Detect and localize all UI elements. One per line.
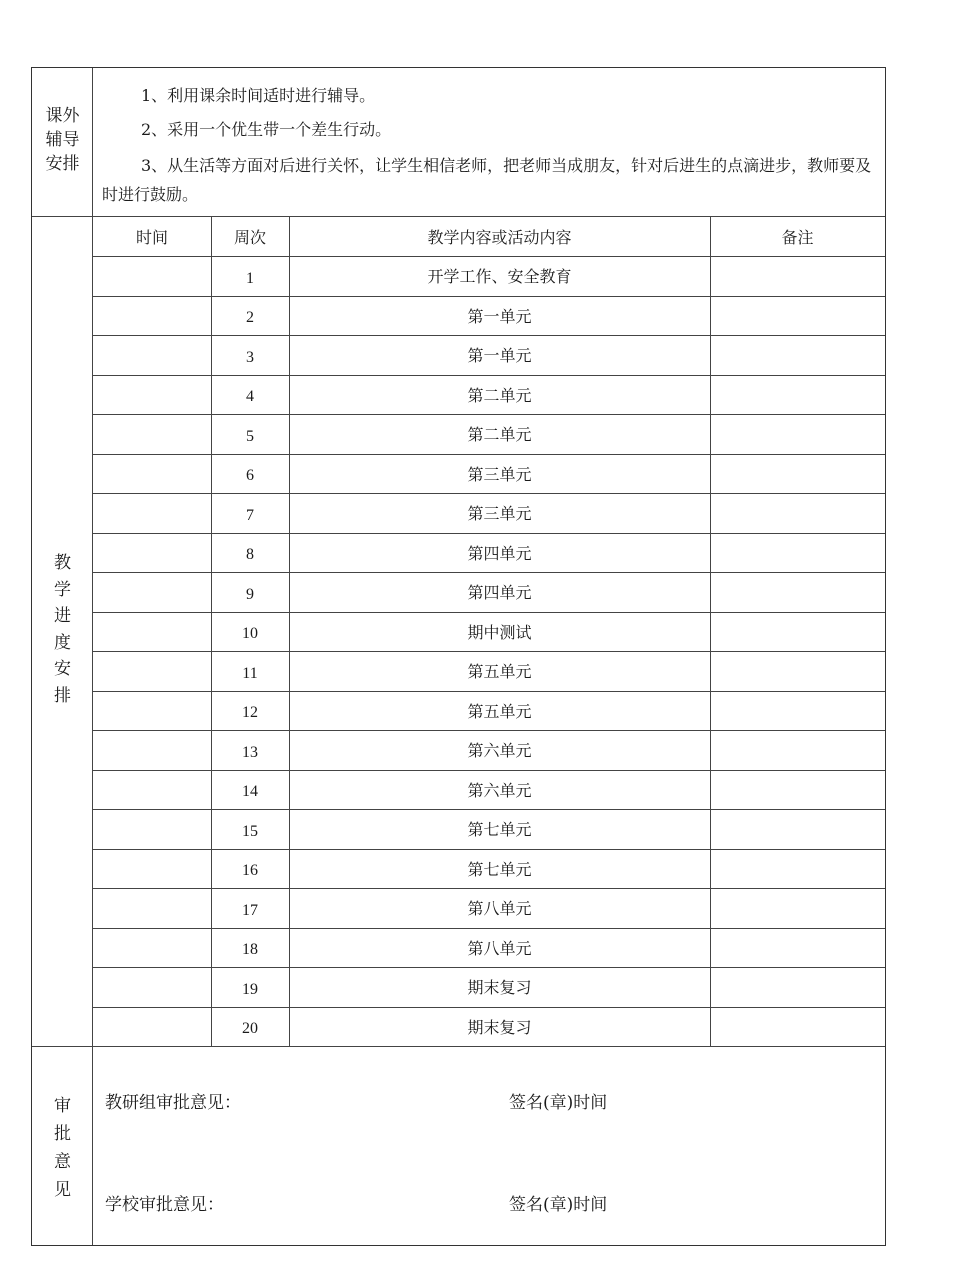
header-week: 周次 [233, 228, 266, 247]
content-cell: 开学工作、安全教育 [427, 267, 572, 287]
approval-label-line: 审 [54, 1096, 71, 1116]
week-cell: 15 [242, 822, 258, 840]
week-cell: 19 [242, 980, 258, 998]
tutoring-label-line: 课外 [45, 106, 80, 126]
tutoring-item-3: 3、从生活等方面对后进行关怀，让学生相信老师，把老师当成朋友，针对后进生的点滴进步，教师要及时进行鼓励。 [102, 156, 872, 204]
time-cell [93, 691, 211, 731]
week-cell: 20 [242, 1020, 258, 1038]
week-cell: 18 [242, 941, 258, 959]
content-cell: 第三单元 [467, 464, 532, 484]
note-cell [710, 651, 885, 691]
school-approval-label: 学校审批意见： [105, 1195, 224, 1215]
time-cell [93, 809, 211, 849]
content-cell: 第二单元 [467, 425, 532, 445]
note-cell [710, 612, 885, 652]
time-cell [93, 849, 211, 889]
school-signature-label: 签名(章)时间 [509, 1195, 608, 1215]
schedule-label-line: 学 [54, 579, 71, 600]
week-cell: 17 [242, 901, 258, 919]
note-cell [710, 296, 885, 336]
week-cell: 6 [246, 467, 254, 485]
week-cell: 8 [246, 546, 254, 564]
time-cell [93, 888, 211, 928]
content-cell: 第一单元 [467, 346, 532, 366]
tutoring-label-line: 安排 [45, 154, 80, 174]
note-cell [710, 256, 885, 296]
time-cell [93, 967, 211, 1007]
note-cell [710, 849, 885, 889]
plan-form [31, 67, 886, 1246]
column-border [211, 216, 212, 1046]
schedule-label-line: 教 [54, 553, 71, 573]
tutoring-label-line: 辅导 [45, 130, 80, 150]
group-approval-label: 教研组审批意见： [105, 1093, 241, 1113]
week-cell: 3 [246, 348, 254, 366]
week-cell: 11 [242, 664, 258, 682]
note-cell [710, 335, 885, 375]
content-cell: 第六单元 [467, 780, 532, 800]
week-cell: 13 [242, 743, 258, 761]
week-cell: 16 [242, 862, 258, 880]
group-signature-label: 签名(章)时间 [509, 1093, 608, 1113]
time-cell [93, 414, 211, 454]
content-cell: 第四单元 [467, 543, 532, 563]
note-cell [710, 533, 885, 573]
content-cell: 第四单元 [467, 583, 532, 603]
week-cell: 2 [246, 309, 254, 327]
header-note: 备注 [781, 228, 814, 247]
schedule-label-line: 安 [54, 659, 71, 679]
time-cell [93, 256, 211, 296]
content-cell: 第八单元 [467, 899, 532, 919]
note-cell [710, 730, 885, 770]
week-cell: 1 [246, 269, 254, 287]
section-divider [32, 1046, 885, 1047]
week-cell: 4 [246, 388, 254, 406]
content-cell: 期末复习 [467, 978, 532, 998]
content-cell: 期中测试 [467, 622, 532, 642]
note-cell [710, 691, 885, 731]
header-content: 教学内容或活动内容 [427, 228, 572, 247]
note-cell [710, 375, 885, 415]
content-cell: 第二单元 [467, 385, 532, 405]
time-cell [93, 612, 211, 652]
content-cell: 期末复习 [467, 1017, 532, 1037]
content-cell: 第五单元 [467, 701, 532, 721]
tutoring-item-1: 1、利用课余时间适时进行辅导。 [141, 86, 376, 105]
content-cell: 第七单元 [467, 859, 532, 879]
time-cell [93, 533, 211, 573]
week-cell: 10 [242, 625, 258, 643]
note-cell [710, 770, 885, 810]
time-cell [93, 335, 211, 375]
schedule-section-label [32, 550, 93, 709]
note-cell [710, 809, 885, 849]
note-cell [710, 572, 885, 612]
content-cell: 第六单元 [467, 741, 532, 761]
note-cell [710, 967, 885, 1007]
note-cell [710, 454, 885, 494]
week-cell: 7 [246, 506, 254, 524]
schedule-label-line: 进 [54, 606, 71, 626]
content-cell: 第一单元 [467, 306, 532, 326]
time-cell [93, 770, 211, 810]
week-cell: 12 [242, 704, 258, 722]
content-cell: 第七单元 [467, 820, 532, 840]
note-cell [710, 493, 885, 533]
note-cell [710, 928, 885, 968]
time-cell [93, 375, 211, 415]
time-cell [93, 454, 211, 494]
label-column-border [92, 68, 93, 1245]
schedule-label-line: 度 [54, 632, 71, 653]
column-border [710, 216, 711, 1046]
content-cell: 第三单元 [467, 504, 532, 524]
tutoring-section-label [32, 104, 93, 176]
tutoring-item-2: 2、采用一个优生带一个差生行动。 [141, 120, 392, 139]
time-cell [93, 730, 211, 770]
time-cell [93, 493, 211, 533]
week-cell: 14 [242, 783, 258, 801]
week-cell: 9 [246, 585, 254, 603]
time-cell [93, 1007, 211, 1047]
column-border [289, 216, 290, 1046]
time-cell [93, 928, 211, 968]
note-cell [710, 1007, 885, 1047]
content-cell: 第五单元 [467, 662, 532, 682]
note-cell [710, 414, 885, 454]
approval-label-line: 批 [54, 1124, 71, 1144]
content-cell: 第八单元 [467, 938, 532, 958]
time-cell [93, 296, 211, 336]
header-time: 时间 [135, 228, 168, 247]
week-cell: 5 [246, 427, 254, 445]
approval-label-line: 见 [54, 1180, 71, 1200]
approval-section-label [32, 1092, 93, 1204]
time-cell [93, 572, 211, 612]
note-cell [710, 888, 885, 928]
approval-label-line: 意 [54, 1152, 71, 1172]
time-cell [93, 651, 211, 691]
schedule-label-line: 排 [54, 685, 71, 706]
